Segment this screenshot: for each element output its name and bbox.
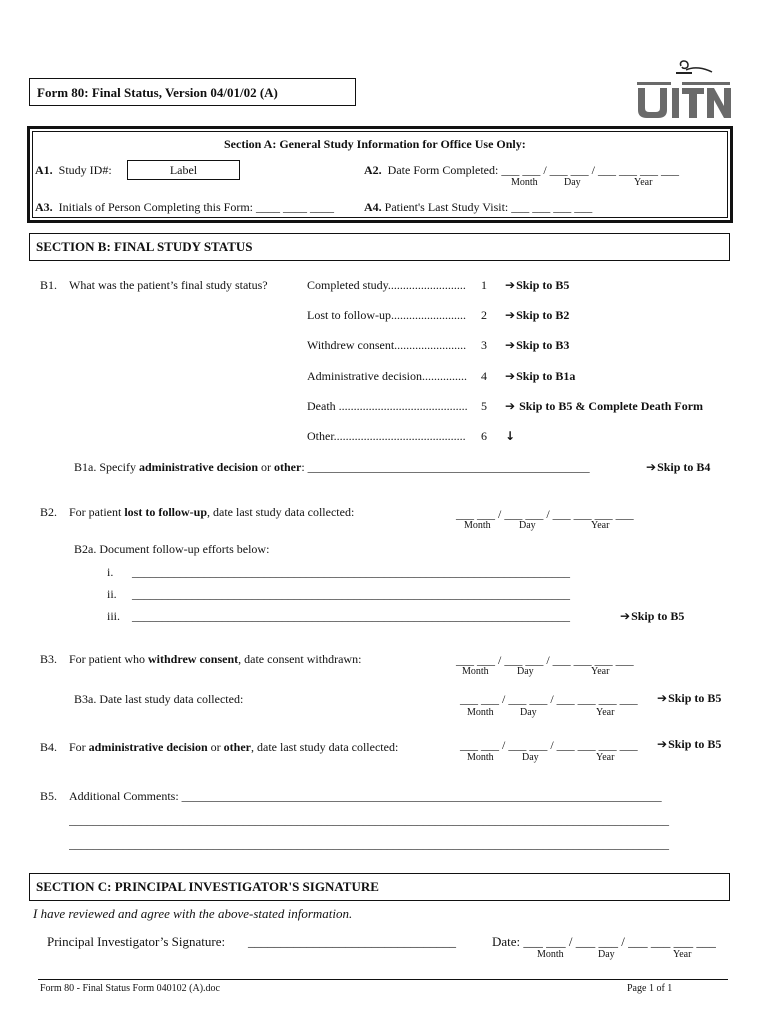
b1-option-code[interactable]: 6 — [481, 429, 487, 443]
b3a-skip-instruction: ➔Skip to B5 — [657, 691, 722, 705]
right-arrow-icon: ➔ — [505, 338, 516, 352]
b5-comments-line[interactable]: ____________________________________________________________________________________________________ — [69, 837, 669, 851]
b1-option-code[interactable]: 2 — [481, 308, 487, 322]
b2a-label: B2a. Document follow-up efforts below: — [74, 542, 270, 556]
b2a-item-number: i. — [107, 565, 114, 579]
b3-day-caption: Day — [517, 666, 534, 677]
b2-number: B2. — [40, 505, 58, 519]
b1-option-skip: ➔Skip to B1a — [505, 369, 576, 383]
right-arrow-icon: ➔ — [657, 737, 668, 751]
b3-month-caption: Month — [462, 666, 489, 677]
b1-option-skip: ➔Skip to B2 — [505, 308, 570, 322]
b3a-year-caption: Year — [596, 707, 615, 718]
uitn-logo — [634, 60, 734, 120]
b5-comments-line[interactable]: ____________________________________________________________________________________________________ — [69, 813, 669, 827]
right-arrow-icon: ➔ — [646, 460, 657, 474]
study-id-label-field[interactable]: Label — [127, 160, 240, 180]
b2a-item-number: iii. — [107, 609, 121, 623]
b2-date-field[interactable]: ___ ___ / ___ ___ / ___ ___ ___ ___ — [456, 507, 634, 521]
b3-year-caption: Year — [591, 666, 610, 677]
b1-option-skip: ➔ Skip to B5 & Complete Death Form — [505, 399, 704, 413]
b2a-item-line[interactable]: _________________________________________________________________________ — [132, 609, 570, 623]
b4-date-field[interactable]: ___ ___ / ___ ___ / ___ ___ ___ ___ — [460, 738, 638, 752]
b1-option-skip: ➔Skip to B5 — [505, 278, 570, 292]
b1-number: B1. — [40, 278, 58, 292]
a2-month-caption: Month — [511, 177, 538, 188]
b1-option-label[interactable]: Other............................................ — [307, 429, 466, 443]
b5-comments-field[interactable]: Additional Comments: ________________________________________________________________________________ — [69, 789, 662, 803]
pi-date-field[interactable]: Date: ___ ___ / ___ ___ / ___ ___ ___ ___ — [492, 934, 716, 949]
b3-question: For patient who withdrew consent, date consent withdrawn: — [69, 652, 362, 666]
pi-year-caption: Year — [673, 949, 692, 960]
b4-skip-instruction: ➔Skip to B5 — [657, 737, 722, 751]
b2-year-caption: Year — [591, 520, 610, 531]
pi-statement: I have reviewed and agree with the above-stated information. — [33, 906, 353, 921]
b3a-month-caption: Month — [467, 707, 494, 718]
right-arrow-icon: ➔ — [505, 369, 516, 383]
a2-year-caption: Year — [634, 177, 653, 188]
a2-date-completed[interactable]: A2. Date Form Completed: ___ ___ / ___ ___ / ___ ___ ___ ___ — [364, 163, 679, 177]
b1-option-code[interactable]: 4 — [481, 369, 487, 383]
b5-number: B5. — [40, 789, 58, 803]
b2-question: For patient lost to follow-up, date last study data collected: — [69, 505, 355, 519]
b1-option-label[interactable]: Administrative decision............... — [307, 369, 467, 383]
b2a-item-line[interactable]: _________________________________________________________________________ — [132, 565, 570, 579]
footer-page-number: Page 1 of 1 — [627, 983, 673, 994]
pi-day-caption: Day — [598, 949, 615, 960]
b1-option-label[interactable]: Completed study.......................... — [307, 278, 466, 292]
b3a-date-field[interactable]: ___ ___ / ___ ___ / ___ ___ ___ ___ — [460, 692, 638, 706]
pi-month-caption: Month — [537, 949, 564, 960]
a3-initials-field[interactable]: A3. Initials of Person Completing this Form: ____ ____ ____ — [35, 200, 335, 214]
b3a-day-caption: Day — [520, 707, 537, 718]
b3a-label: B3a. Date last study data collected: — [74, 692, 244, 706]
b2-day-caption: Day — [519, 520, 536, 531]
b4-number: B4. — [40, 740, 58, 754]
b1-option-code[interactable]: 3 — [481, 338, 487, 352]
b3-date-field[interactable]: ___ ___ / ___ ___ / ___ ___ ___ ___ — [456, 653, 634, 667]
a1-label: A1. Study ID#: — [35, 163, 112, 177]
section-b-title: SECTION B: FINAL STUDY STATUS — [36, 239, 253, 254]
b3-number: B3. — [40, 652, 58, 666]
pi-signature-line[interactable]: ________________________________ — [248, 934, 456, 949]
b1-option-label[interactable]: Withdrew consent........................ — [307, 338, 467, 352]
section-a-heading: Section A: General Study Information for Office Use Only: — [224, 137, 526, 151]
b1-option-label[interactable]: Death ........................................... — [307, 399, 468, 413]
b4-question: For administrative decision or other, date last study data collected: — [69, 740, 399, 754]
b2a-item-line[interactable]: _________________________________________________________________________ — [132, 587, 570, 601]
b4-year-caption: Year — [596, 752, 615, 763]
pi-signature-label: Principal Investigator’s Signature: — [47, 934, 226, 949]
a4-last-visit-field[interactable]: A4. Patient's Last Study Visit: ___ ___ ___ ___ — [364, 200, 593, 214]
b1a-skip-instruction: ➔Skip to B4 — [646, 460, 711, 474]
right-arrow-icon: ➔ — [505, 399, 516, 413]
b1-option-code[interactable]: 5 — [481, 399, 487, 413]
down-arrow-icon: ↓ — [505, 429, 516, 443]
svg-text:UITN: UITN — [684, 80, 687, 81]
b1-option-skip — [505, 429, 516, 444]
b1-option-label[interactable]: Lost to follow-up......................... — [307, 308, 466, 322]
section-c-title: SECTION C: PRINCIPAL INVESTIGATOR'S SIGNATURE — [36, 879, 379, 894]
b4-day-caption: Day — [522, 752, 539, 763]
b1a-specify-field[interactable]: B1a. Specify administrative decision or other: _______________________________________________ — [74, 460, 590, 474]
form-title: Form 80: Final Status, Version 04/01/02 (A) — [37, 85, 278, 100]
footer-filename: Form 80 - Final Status Form 040102 (A).doc — [40, 983, 220, 994]
b1-option-skip: ➔Skip to B3 — [505, 338, 570, 352]
b2-month-caption: Month — [464, 520, 491, 531]
right-arrow-icon: ➔ — [505, 278, 516, 292]
a2-day-caption: Day — [564, 177, 581, 188]
right-arrow-icon: ➔ — [657, 691, 668, 705]
b2a-skip-instruction: ➔Skip to B5 — [620, 609, 685, 623]
b4-month-caption: Month — [467, 752, 494, 763]
b1-question: What was the patient’s final study status? — [69, 278, 268, 292]
right-arrow-icon: ➔ — [505, 308, 516, 322]
right-arrow-icon: ➔ — [620, 609, 631, 623]
b2a-item-number: ii. — [107, 587, 117, 601]
footer-divider — [38, 979, 728, 980]
b1-option-code[interactable]: 1 — [481, 278, 487, 292]
